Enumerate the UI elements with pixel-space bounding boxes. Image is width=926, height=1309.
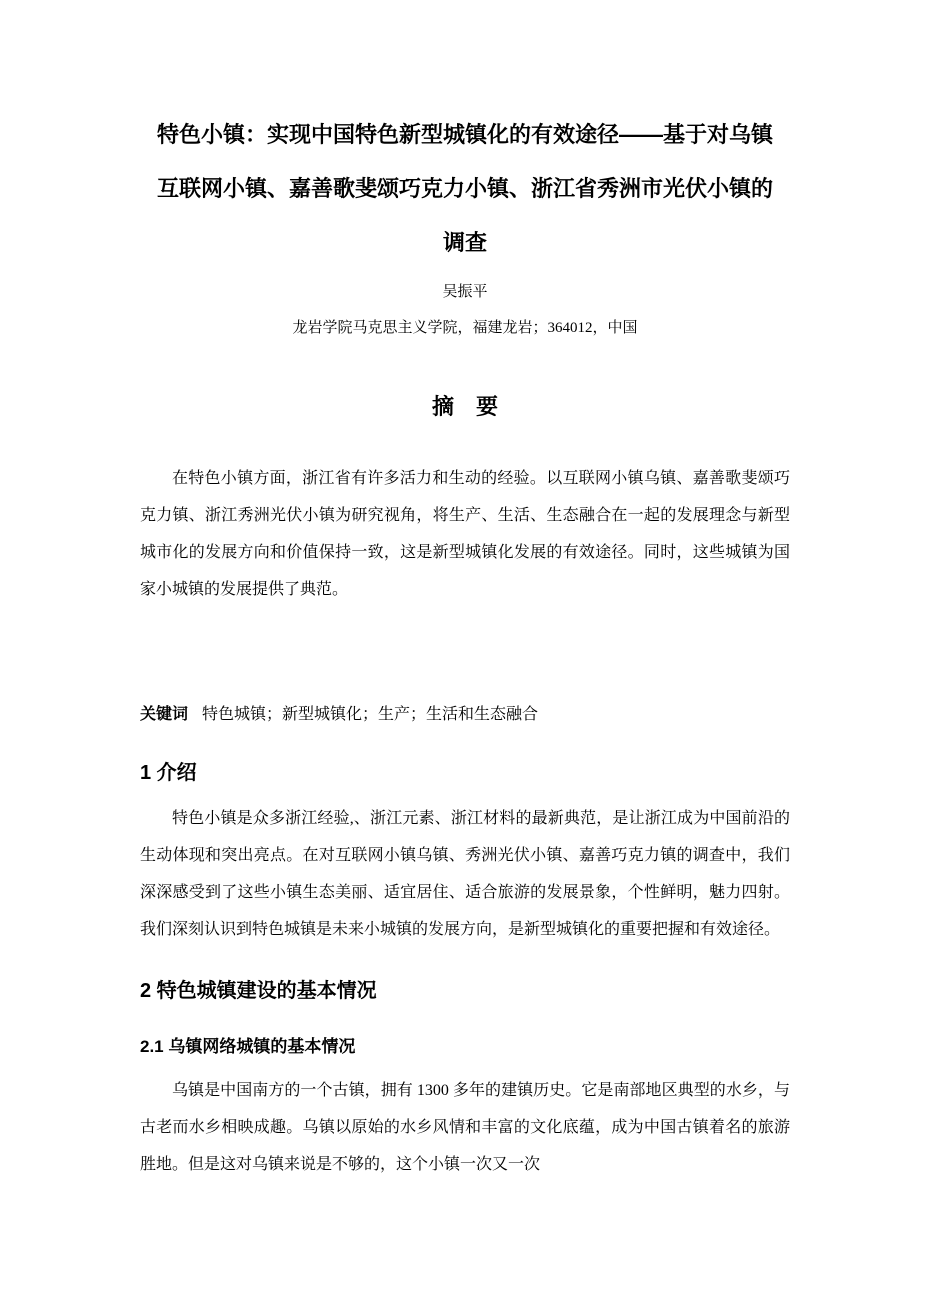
author-affiliation: 龙岩学院马克思主义学院，福建龙岩；364012，中国 bbox=[292, 320, 638, 336]
section-2-1-paragraph: 乌镇是中国南方的一个古镇，拥有 1300 多年的建镇历史。它是南部地区典型的水乡，与古老而水乡相映成趣。乌镇以原始的水乡风情和丰富的文化底蕴，成为中国古镇着名的旅游胜地。但是这对乌镇来说是不够的，这个小镇一次又一次 bbox=[140, 1082, 790, 1173]
author-name: 吴振平 bbox=[442, 284, 488, 300]
keywords-line bbox=[140, 700, 790, 730]
section-heading-1: 1 介绍 bbox=[140, 762, 197, 784]
section-heading-2-1: 2.1 乌镇网络城镇的基本情况 bbox=[140, 1037, 356, 1056]
keywords-label: 关键词 bbox=[140, 706, 189, 723]
paper-title bbox=[140, 108, 790, 270]
keywords-text: 特色城镇；新型城镇化；生产；生活和生态融合 bbox=[202, 706, 539, 723]
paper-title-line-3: 调查 bbox=[442, 230, 487, 255]
abstract-text: 在特色小镇方面，浙江省有许多活力和生动的经验。以互联网小镇乌镇、嘉善歌斐颂巧克力镇、浙江秀洲光伏小镇为研究视角，将生产、生活、生态融合在一起的发展理念与新型城市化的发展方向和价值保持一致，这是新型城镇化发展的有效途径。同时，这些城镇为国家小城镇的发展提供了典范。 bbox=[140, 470, 790, 598]
section-heading-2: 2 特色城镇建设的基本情况 bbox=[140, 980, 377, 1002]
paper-title-line-1: 特色小镇：实现中国特色新型城镇化的有效途径——基于对乌镇 bbox=[156, 122, 773, 147]
abstract-heading: 摘 要 bbox=[431, 394, 498, 419]
paper-title-line-2: 互联网小镇、嘉善歌斐颂巧克力小镇、浙江省秀洲市光伏小镇的 bbox=[156, 176, 773, 201]
section-1-paragraph: 特色小镇是众多浙江经验,、浙江元素、浙江材料的最新典范，是让浙江成为中国前沿的生动体现和突出亮点。在对互联网小镇乌镇、秀洲光伏小镇、嘉善巧克力镇的调查中，我们深深感受到了这些小镇生态美丽、适宜居住、适合旅游的发展景象，个性鲜明，魅力四射。我们深刻认识到特色城镇是未来小城镇的发展方向，是新型城镇化的重要把握和有效途径。 bbox=[140, 810, 790, 938]
